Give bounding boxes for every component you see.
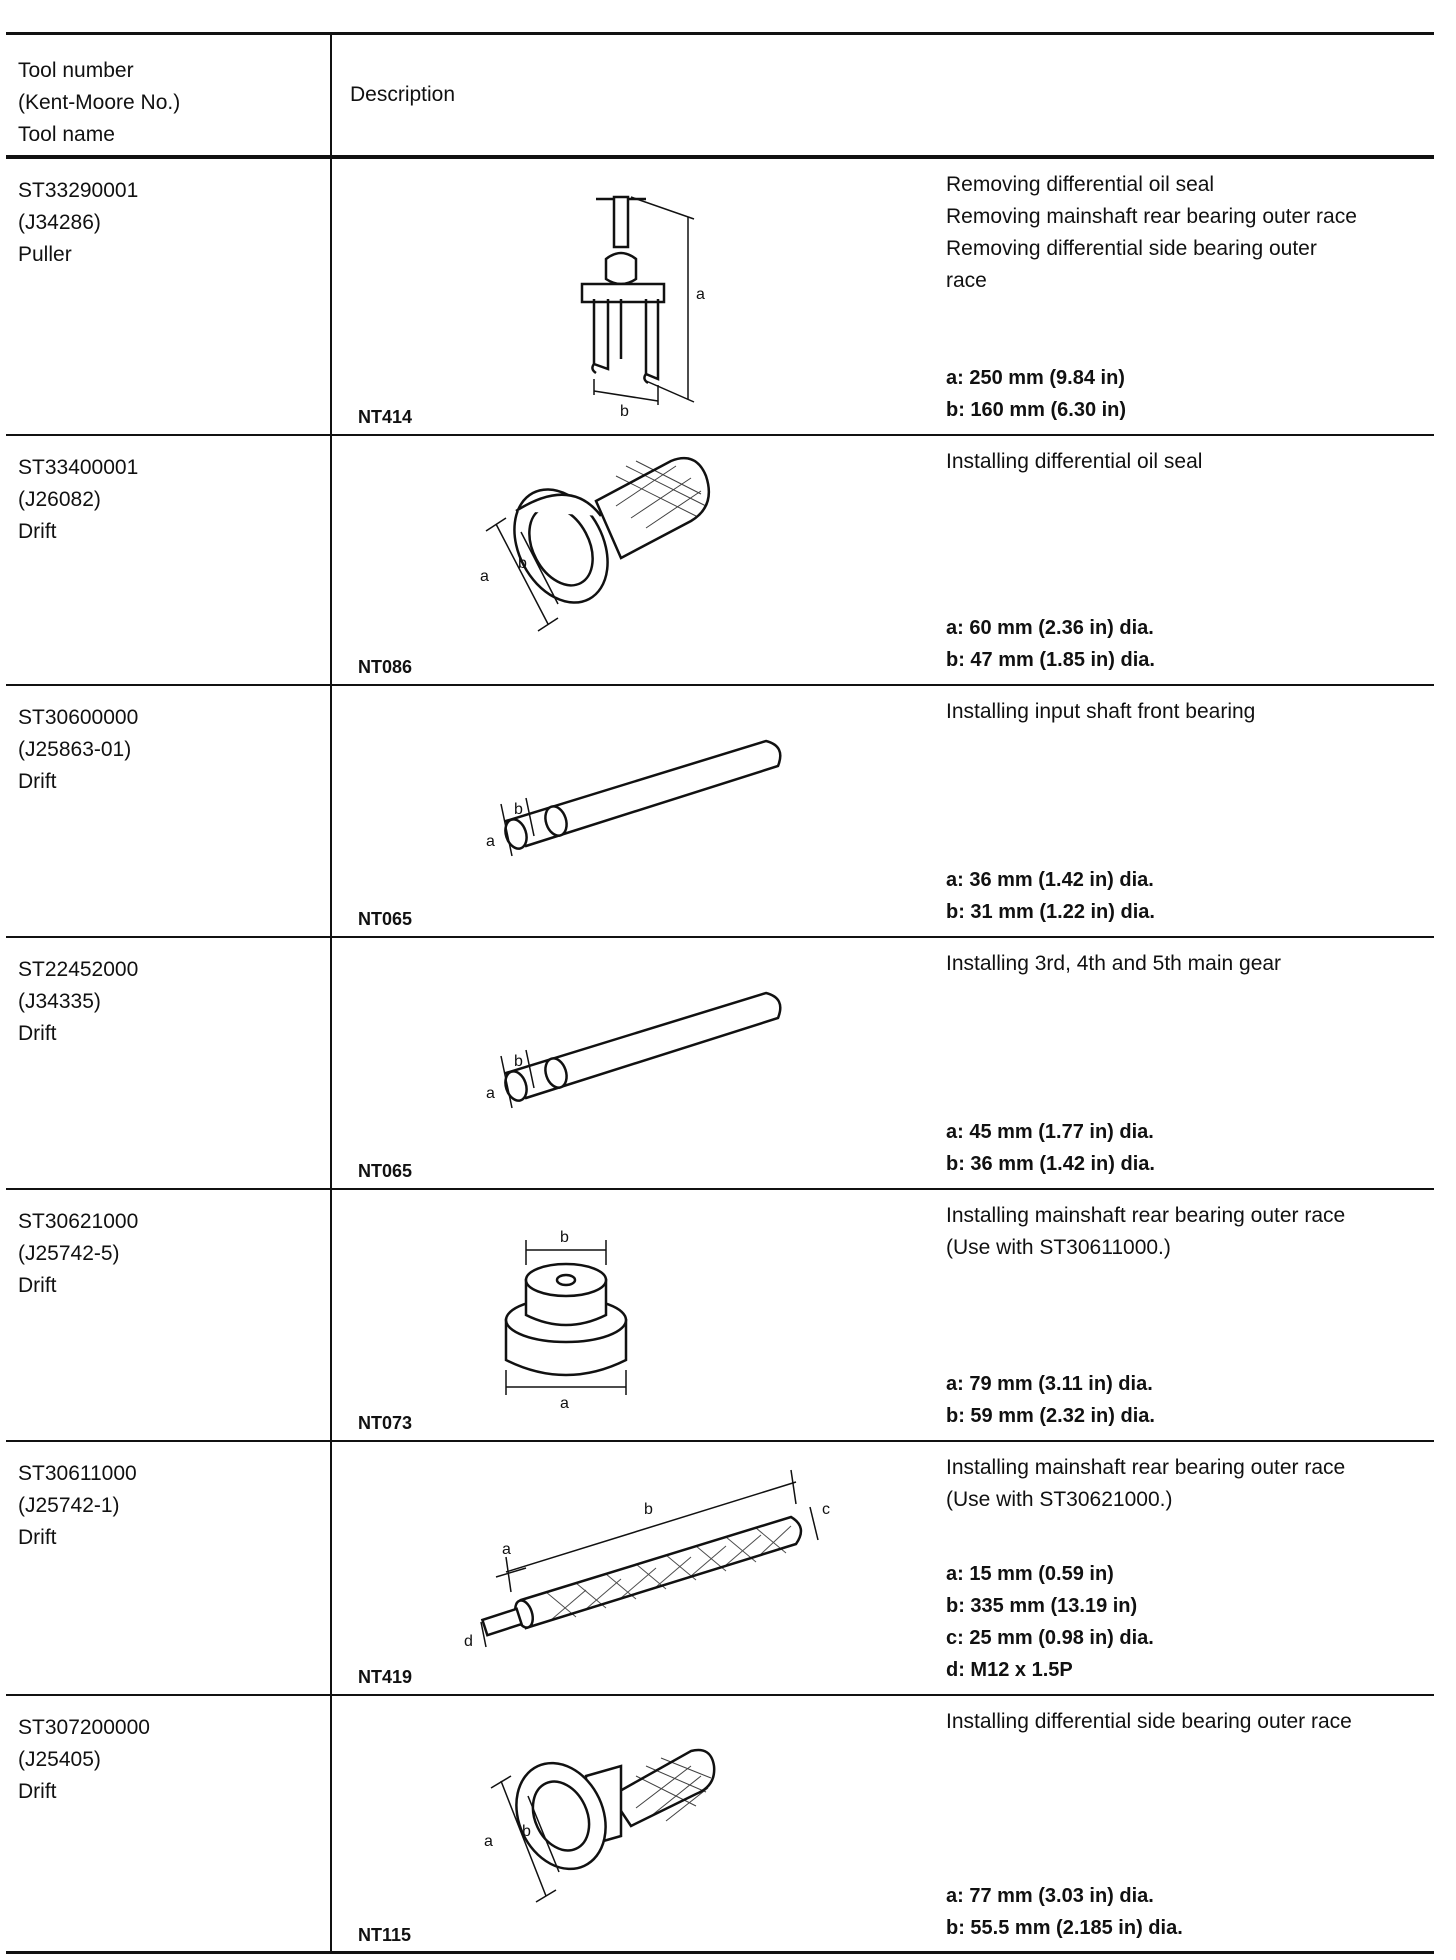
figure-code: NT115 — [358, 1925, 412, 1945]
tool-figure — [346, 159, 946, 436]
dimension-label: b — [514, 1053, 523, 1070]
spec-list — [946, 1116, 1155, 1180]
dimension-label: b — [560, 1229, 569, 1246]
tool-name: Drift — [18, 1780, 57, 1803]
spec-line: a: 45 mm (1.77 in) dia. — [946, 1121, 1154, 1143]
table-row — [6, 436, 1434, 686]
header-kent-moore: (Kent-Moore No.) — [18, 91, 181, 114]
header-tool-number: Tool number — [18, 59, 134, 82]
description-line: Removing differential side bearing outer — [946, 237, 1317, 260]
tool-number: ST30611000 — [18, 1462, 137, 1485]
dimension-label: a — [480, 568, 489, 585]
spec-line: b: 160 mm (6.30 in) — [946, 399, 1127, 421]
spec-line: a: 15 mm (0.59 in) — [946, 1563, 1114, 1585]
spec-line: d: M12 x 1.5P — [946, 1659, 1073, 1681]
tool-figure — [346, 1442, 946, 1696]
spec-line: b: 36 mm (1.42 in) dia. — [946, 1153, 1155, 1175]
table-row — [6, 938, 1434, 1190]
spec-line: b: 335 mm (13.19 in) — [946, 1595, 1138, 1617]
drift-icon — [346, 1696, 946, 1954]
spec-list — [946, 1558, 1154, 1686]
tool-number: ST22452000 — [18, 958, 139, 981]
tube-drift-icon — [346, 686, 946, 938]
kent-moore-number: (J34335) — [18, 990, 101, 1013]
dimension-label: a — [486, 833, 495, 850]
tool-id-cell — [18, 1458, 137, 1554]
description-line: Installing mainshaft rear bearing outer race — [946, 1204, 1346, 1227]
spec-line: a: 250 mm (9.84 in) — [946, 367, 1125, 389]
tool-number: ST33400001 — [18, 456, 139, 479]
tool-figure — [346, 1190, 946, 1442]
spec-line: c: 25 mm (0.98 in) dia. — [946, 1627, 1154, 1649]
tool-id-cell — [18, 452, 138, 548]
dimension-label: a — [502, 1541, 511, 1558]
description-text — [946, 446, 1436, 478]
description-text — [946, 1706, 1436, 1738]
tool-id-cell — [18, 1206, 138, 1302]
dimension-label: c — [822, 1501, 830, 1518]
table-row — [6, 1442, 1434, 1696]
spec-line: a: 60 mm (2.36 in) dia. — [946, 617, 1154, 639]
figure-code: NT073 — [358, 1413, 413, 1433]
tool-name: Drift — [18, 1526, 57, 1549]
spec-list — [946, 864, 1155, 928]
dimension-label: b — [518, 555, 527, 572]
description-text — [946, 169, 1436, 297]
figure-code: NT414 — [358, 407, 413, 427]
tool-number: ST307200000 — [18, 1716, 150, 1739]
kent-moore-number: (J26082) — [18, 488, 101, 511]
header-tool-column — [18, 55, 180, 151]
kent-moore-number: (J25742-1) — [18, 1494, 120, 1517]
description-line: Installing differential oil seal — [946, 450, 1203, 473]
dimension-label: b — [514, 801, 523, 818]
tool-id-cell — [18, 175, 138, 271]
puller-icon — [346, 159, 946, 436]
description-line: Installing differential side bearing outer race — [946, 1710, 1352, 1733]
table-row — [6, 1190, 1434, 1442]
description-line: Installing 3rd, 4th and 5th main gear — [946, 952, 1282, 975]
figure-code: NT419 — [358, 1667, 413, 1687]
tool-number: ST30600000 — [18, 706, 139, 729]
description-line: race — [946, 269, 987, 292]
description-text — [946, 1452, 1436, 1516]
description-line: Installing mainshaft rear bearing outer race — [946, 1456, 1346, 1479]
description-text — [946, 948, 1436, 980]
table-row — [6, 1696, 1434, 1954]
spec-list — [946, 1368, 1155, 1432]
spec-list — [946, 362, 1126, 426]
header-description: Description — [350, 83, 456, 106]
table-row — [6, 686, 1434, 938]
kent-moore-number: (J25742-5) — [18, 1242, 120, 1265]
dimension-label: d — [464, 1633, 473, 1650]
description-line: Removing differential oil seal — [946, 173, 1215, 196]
spec-line: b: 55.5 mm (2.185 in) dia. — [946, 1917, 1183, 1939]
tool-id-cell — [18, 1712, 150, 1808]
tool-figure — [346, 686, 946, 938]
figure-code: NT086 — [358, 657, 413, 677]
description-text — [946, 696, 1436, 728]
dimension-label: a — [484, 1833, 493, 1850]
tool-name: Drift — [18, 1274, 57, 1297]
tube-drift-icon — [346, 938, 946, 1190]
dimension-label: a — [696, 286, 705, 303]
tool-number: ST30621000 — [18, 1210, 139, 1233]
figure-code: NT065 — [358, 1161, 413, 1181]
stepped-drift-icon — [346, 1190, 946, 1442]
dimension-label: b — [644, 1501, 653, 1518]
dimension-label: b — [620, 403, 629, 420]
description-text — [946, 1200, 1436, 1264]
description-line: (Use with ST30611000.) — [946, 1236, 1171, 1259]
tool-figure — [346, 938, 946, 1190]
kent-moore-number: (J25405) — [18, 1748, 101, 1771]
spec-line: a: 36 mm (1.42 in) dia. — [946, 869, 1154, 891]
figure-code: NT065 — [358, 909, 413, 929]
description-line: (Use with ST30621000.) — [946, 1488, 1173, 1511]
spec-line: a: 77 mm (3.03 in) dia. — [946, 1885, 1154, 1907]
tool-figure — [346, 436, 946, 686]
tool-name: Drift — [18, 770, 57, 793]
spec-list — [946, 612, 1155, 676]
tool-figure — [346, 1696, 946, 1954]
tool-number: ST33290001 — [18, 179, 139, 202]
tool-name: Drift — [18, 1022, 57, 1045]
spec-line: b: 47 mm (1.85 in) dia. — [946, 649, 1155, 671]
tool-id-cell — [18, 702, 138, 798]
spec-line: b: 59 mm (2.32 in) dia. — [946, 1405, 1155, 1427]
drift-icon — [346, 436, 946, 686]
dimension-label: b — [522, 1823, 531, 1840]
description-line: Installing input shaft front bearing — [946, 700, 1256, 723]
drift-bar-icon — [346, 1442, 946, 1696]
spec-line: b: 31 mm (1.22 in) dia. — [946, 901, 1155, 923]
tool-id-cell — [18, 954, 138, 1050]
kent-moore-number: (J34286) — [18, 211, 101, 234]
description-line: Removing mainshaft rear bearing outer race — [946, 205, 1357, 228]
header-tool-name: Tool name — [18, 123, 115, 146]
dimension-label: a — [486, 1085, 495, 1102]
spec-line: a: 79 mm (3.11 in) dia. — [946, 1373, 1153, 1395]
kent-moore-number: (J25863-01) — [18, 738, 132, 761]
table-header — [6, 35, 1434, 155]
dimension-label: a — [560, 1395, 569, 1412]
row-divider — [6, 1951, 1434, 1954]
tool-name: Drift — [18, 520, 57, 543]
table-row — [6, 159, 1434, 436]
spec-list — [946, 1880, 1183, 1944]
tool-name: Puller — [18, 243, 72, 266]
